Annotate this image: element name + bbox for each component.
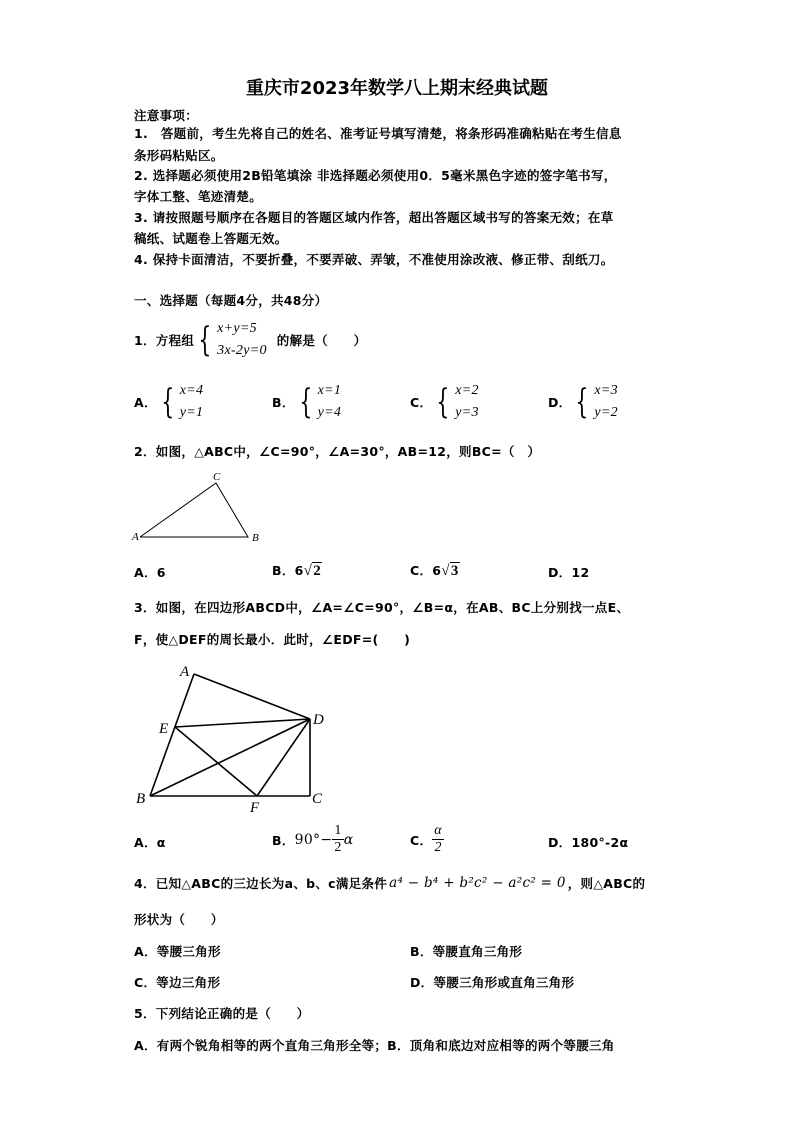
q3-label-c: C	[312, 791, 323, 807]
question-4-line-1	[134, 874, 645, 892]
section-heading: 一、选择题（每题4分，共48分）	[134, 293, 328, 308]
question-3-line-1: 3．如图，在四边形ABCD中，∠A=∠C=90°，∠B=α，在AB、BC上分别找一点E、	[134, 600, 630, 615]
question-5: 5．下列结论正确的是（ ）	[134, 1006, 310, 1021]
q2-triangle	[140, 483, 248, 537]
notice-line-3: 2. 选择题必须使用2B铅笔填涂 非选择题必须使用0．5毫米黑色字迹的签字笔书写，	[134, 168, 617, 183]
q3-segment-fd	[257, 719, 310, 796]
q3-option-c-num: α	[434, 823, 442, 838]
q3-option-d: D．180°-2α	[548, 835, 629, 850]
q3-option-b-post: α	[343, 831, 354, 848]
q1-option-d: D． { x=3 y=2	[548, 382, 618, 422]
q2-option-a: A．6	[134, 565, 166, 580]
q4-option-c: C．等边三角形	[134, 975, 221, 990]
q3-label-b: B	[136, 791, 146, 807]
q3-label-d: D	[313, 712, 324, 728]
q1-option-a-line2: y=1	[179, 405, 204, 420]
q2-option-b-radicand: 2	[313, 563, 321, 579]
q3-option-b-num: 1	[334, 823, 342, 838]
q4-option-b: B．等腰直角三角形	[410, 944, 523, 959]
q4-option-d: D．等腰三角形或直角三角形	[410, 975, 575, 990]
q3-option-a: A．α	[134, 835, 166, 850]
q1-option-c-line2: y=3	[455, 405, 479, 420]
q3-option-b-pre: 90°−	[294, 831, 333, 848]
notice-line-5: 3. 请按照题号顺序在各题目的答题区域内作答，超出答题区域书写的答案无效；在草	[134, 210, 614, 225]
q2-label-c: C	[213, 471, 221, 483]
q3-option-b	[272, 823, 353, 856]
q2-option-d: D．12	[548, 565, 590, 580]
q1-eq2: 3x-2y=0	[217, 343, 267, 358]
q1-option-b: B． { x=1 y=4	[272, 382, 342, 422]
question-3-line-2: F，使△DEF的周长最小．此时，∠EDF=( )	[134, 632, 411, 647]
q3-side-ad	[194, 674, 310, 719]
q1-option-c-label: C．	[410, 395, 433, 410]
q5-option-line: A．有两个锐角相等的两个直角三角形全等；B．顶角和底边对应相等的两个等腰三角	[134, 1038, 615, 1053]
q3-option-c	[410, 823, 444, 856]
q3-label-e: E	[159, 721, 169, 737]
q3-segment-ed	[175, 719, 310, 727]
q1-option-c-line1: x=2	[455, 383, 479, 398]
q1-option-a: A． { x=4 y=1	[134, 382, 204, 422]
q2-label-a: A	[132, 531, 139, 543]
q4-pre: 4．已知△ABC的三边长为a、b、c满足条件	[134, 876, 388, 891]
q1-option-d-label: D．	[548, 395, 572, 410]
q4-equation: a⁴ − b⁴ + b²c² − a²c² = 0	[389, 875, 566, 891]
q3-quadrilateral-figure	[130, 660, 340, 820]
notice-heading: 注意事项：	[134, 108, 199, 123]
q3-option-b-label: B．	[272, 832, 295, 848]
q1-prefix: 1．方程组	[134, 333, 195, 348]
q3-option-c-den: 2	[434, 840, 442, 855]
notice-line-2: 条形码粘贴区。	[134, 148, 224, 163]
q2-label-b: B	[252, 532, 259, 544]
page-title: 重庆市2023年数学八上期末经典试题	[245, 78, 549, 99]
q4-option-a: A．等腰三角形	[134, 944, 221, 959]
q2-triangle-figure	[130, 468, 270, 548]
notice-line-6: 稿纸、试题卷上答题无效。	[134, 231, 288, 246]
q1-option-a-label: A．	[134, 395, 157, 410]
q2-option-c-label: C．6	[410, 563, 442, 578]
question-4-line-2: 形状为（ ）	[134, 912, 224, 927]
q3-label-a: A	[180, 664, 190, 680]
q1-option-b-label: B．	[272, 395, 295, 410]
q2-option-c-radicand: 3	[450, 563, 459, 579]
q1-option-b-line2: y=4	[317, 405, 342, 420]
q1-eq1: x+y=5	[217, 321, 257, 336]
q1-option-a-line1: x=4	[179, 383, 204, 398]
notice-line-4: 字体工整、笔迹清楚。	[134, 189, 263, 204]
q3-label-f: F	[250, 800, 260, 816]
q4-post: ，则△ABC的	[567, 876, 646, 891]
question-1	[134, 318, 366, 362]
question-2: 2．如图，△ABC中，∠C=90°，∠A=30°，AB=12，则BC=（ ）	[134, 444, 541, 459]
q1-system	[194, 318, 267, 362]
notice-line-1: 1. 答题前，考生先将自己的姓名、准考证号填写清楚，将条形码准确粘贴在考生信息	[134, 126, 622, 141]
q1-option-d-line1: x=3	[594, 383, 618, 398]
q1-option-c: C． { x=2 y=3	[410, 382, 479, 422]
q2-option-b: B．6√2	[272, 563, 321, 579]
q1-option-b-line1: x=1	[317, 383, 342, 398]
q3-option-b-den: 2	[334, 840, 342, 855]
notice-line-7: 4. 保持卡面清洁，不要折叠，不要弄破、弄皱，不准使用涂改液、修正带、刮纸刀。	[134, 252, 614, 267]
q1-suffix: 的解是（ ）	[276, 333, 367, 348]
q1-brace: {	[198, 320, 212, 360]
q3-segment-ef	[175, 727, 257, 796]
q1-option-d-line2: y=2	[594, 405, 618, 420]
q2-option-c: C．6√3	[410, 563, 459, 579]
q2-option-b-label: B．6	[272, 563, 304, 578]
q3-option-c-label: C．	[410, 832, 433, 848]
